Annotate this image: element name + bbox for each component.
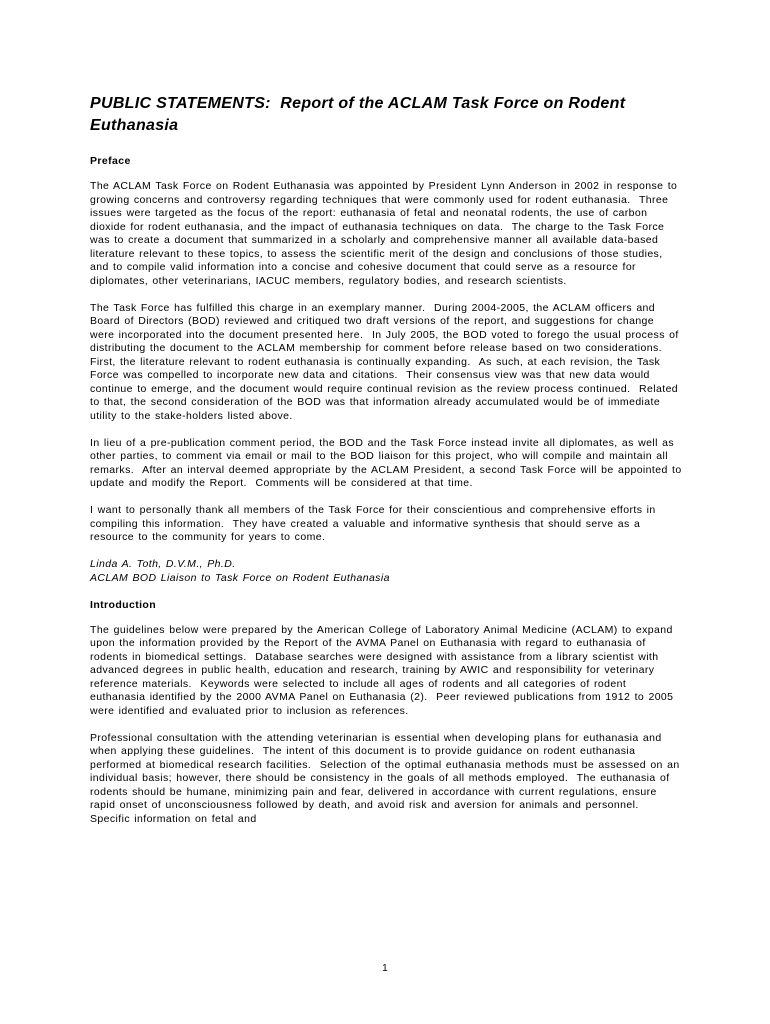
document-title: PUBLIC STATEMENTS: Report of the ACLAM Task Force on Rodent Euthanasia — [90, 95, 631, 134]
signature-name: Linda A. Toth, D.V.M., Ph.D. — [90, 558, 236, 570]
paragraph-preface-3: In lieu of a pre-publication comment period, the BOD and the Task Force instead invite all diplomates, as well as other parties, to comment via email or mail to the BOD liaison for this project, who will compile and maintain all remarks. After an interval deemed appropriate by the ACLAM President, a second Task Force will be appointed to update and modify the Report. Comments will be considered at that time. — [90, 436, 686, 489]
page-number: 1 — [382, 963, 388, 974]
paragraph-preface-1: The ACLAM Task Force on Rodent Euthanasia was appointed by President Lynn Anderson in 2002 in response to growing concerns and controversy regarding techniques that were commonly used for rodent euthanasia. Three issues were targeted as the focus of the report: euthanasia of fetal and neonatal rodents, the use of carbon dioxide for rodent euthanasia, and the impact of euthanasia techniques on data. The charge to the Task Force was to create a document that summarized in a scholarly and comprehensive manner all available data-based literature relevant to these topics, to assess the scientific merit of the design and conclusions of those studies, and to compile valid information into a concise and cohesive document that could serve as a resource for diplomates, other veterinarians, IACUC members, regulatory bodies, and research scientists. — [90, 180, 682, 287]
paragraph-preface-2: The Task Force has fulfilled this charge in an exemplary manner. During 2004-2005, the ACLAM officers and Board of Directors (BOD) reviewed and critiqued two draft versions of the report, and suggestions for change were incorporated into the document presented here. In July 2005, the BOD voted to forego the usual process of distributing the document to the ACLAM membership for comment before release based on two considerations. First, the literature relevant to rodent euthanasia is continually expanding. As such, at each revision, the Task Force was compelled to incorporate new data and citations. Their consensus view was that new data would continue to emerge, and the document would require continual revision as the review process continued. Related to that, the second consideration of the BOD was that information already accumulated would be of immediate utility to the stake-holders listed above. — [90, 301, 684, 422]
paragraph-introduction-1: The guidelines below were prepared by the American College of Laboratory Animal Medicine (ACLAM) to expand upon the information provided by the Report of the AVMA Panel on Euthanasia with regard to euthanasia of rodents in biomedical settings. Database searches were designed with assistance from a library scientist with advanced degrees in public health, education and research, training by AWIC and responsibility for veterinary reference materials. Keywords were selected to include all ages of rodents and all categories of rodent euthanasia identified by the 2000 AVMA Panel on Euthanasia (2). Peer reviewed publications from 1912 to 2005 were identified and evaluated prior to inclusion as references. — [90, 623, 678, 717]
section-heading-preface: Preface — [90, 155, 131, 167]
paragraph-introduction-2: Professional consultation with the attending veterinarian is essential when developing plans for euthanasia and when applying these guidelines. The intent of this document is to provide guidance on rodent euthanasia performed at biomedical research facilities. Selection of the optimal euthanasia methods must be assessed on an individual basis; however, there should be consistency in the goals of all methods employed. The euthanasia of rodents should be humane, minimizing pain and fear, delivered in accordance with current regulations, ensure rapid onset of unconsciousness followed by death, and avoid risk and aversion for animals and personnel. Specific information on fetal and — [90, 731, 684, 825]
paragraph-preface-4: I want to personally thank all members of the Task Force for their conscientious and comprehensive efforts in compiling this information. They have created a valuable and informative synthesis that should serve as a resource to the community for years to come. — [90, 504, 660, 543]
document-content — [90, 93, 686, 840]
signature-role: ACLAM BOD Liaison to Task Force on Rodent Euthanasia — [90, 571, 390, 584]
section-heading-introduction: Introduction — [90, 598, 157, 611]
